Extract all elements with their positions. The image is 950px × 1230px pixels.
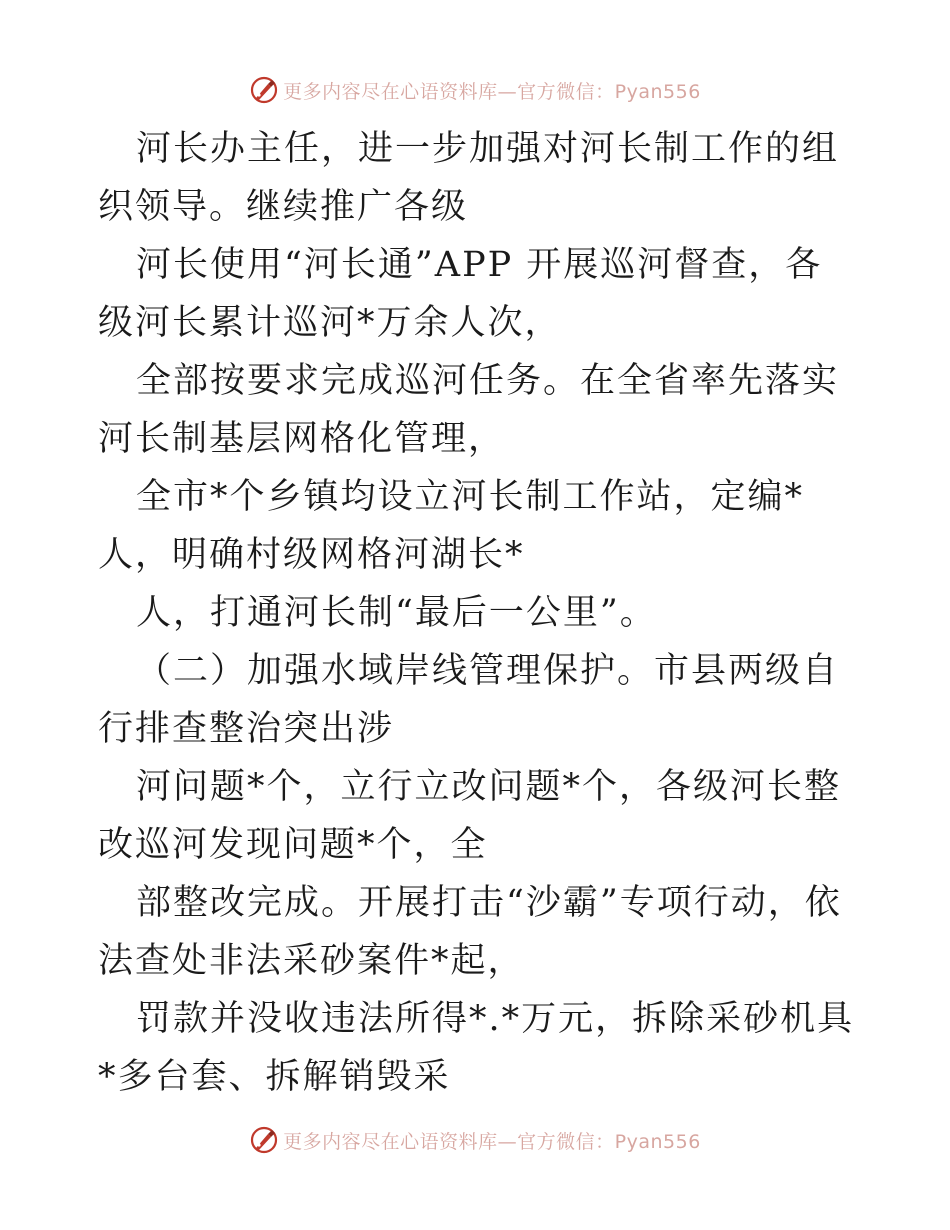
header-watermark-cn: 更多内容尽在心语资料库—官方微信： [283,80,615,103]
paragraph: 人，打通河长制“最后一公里”。 [136,593,657,633]
pen-nib-logo-icon [249,1125,279,1155]
header-watermark [0,70,950,110]
paragraph: 全市*个乡镇均设立河长制工作站，定编*人，明确村级网格河湖长* [98,477,805,575]
header-watermark-text [283,77,701,104]
pen-nib-logo-icon [249,75,279,105]
footer-watermark [0,1120,950,1160]
paragraph: 河长办主任，进一步加强对河长制工作的组织领导。继续推广各级 [98,129,840,227]
footer-watermark-cn: 更多内容尽在心语资料库—官方微信： [283,1130,615,1153]
paragraph: （二）加强水域岸线管理保护。市县两级自行排查整治突出涉 [98,651,840,749]
paragraph: 部整改完成。开展打击“沙霸”专项行动，依法查处非法采砂案件*起， [98,883,842,981]
paragraph: 全部按要求完成巡河任务。在全省率先落实河长制基层网格化管理， [98,361,840,459]
document-body [98,120,858,1106]
paragraph: 河长使用“河长通”APP 开展巡河督查，各级河长累计巡河*万余人次， [98,245,823,343]
paragraph: 罚款并没收违法所得*.*万元，拆除采砂机具*多台套、拆解销毁采 [98,999,855,1097]
footer-wechat-id: Pyan556 [614,1130,701,1153]
paragraph: 河问题*个，立行立改问题*个，各级河长整改巡河发现问题*个，全 [98,767,842,865]
header-wechat-id: Pyan556 [614,80,701,103]
footer-watermark-text [283,1127,701,1154]
